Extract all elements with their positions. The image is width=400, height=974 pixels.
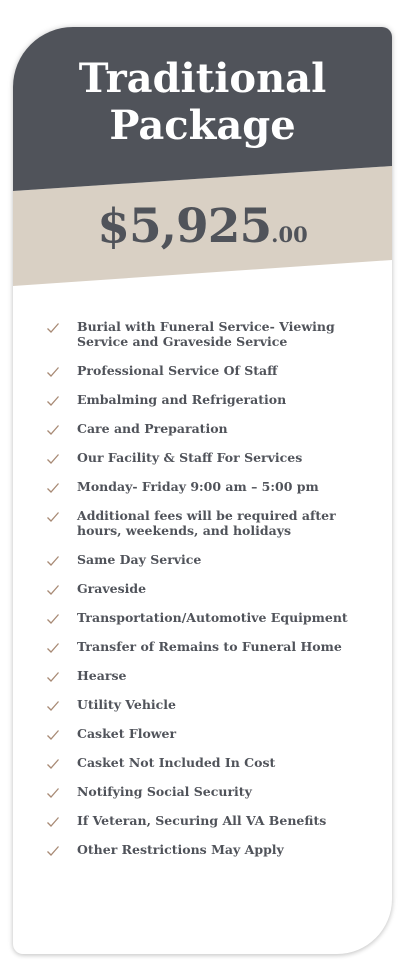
feature-label: Embalming and Refrigeration [77, 392, 287, 407]
feature-label: Notifying Social Security [77, 784, 252, 799]
feature-item [13, 480, 392, 509]
feature-item [13, 553, 392, 582]
feature-label: Other Restrictions May Apply [77, 842, 284, 857]
feature-item [13, 669, 392, 698]
feature-label: Casket Not Included In Cost [77, 755, 276, 770]
feature-label: Graveside [77, 581, 147, 596]
feature-item [13, 422, 392, 451]
feature-list [13, 320, 392, 872]
check-icon [46, 786, 60, 800]
pricing-card [13, 27, 392, 954]
check-icon [46, 641, 60, 655]
check-icon [46, 365, 60, 379]
feature-item [13, 640, 392, 669]
feature-label: Transportation/Automotive Equipment [77, 610, 348, 625]
feature-item [13, 364, 392, 393]
feature-label: Monday- Friday 9:00 am – 5:00 pm [77, 479, 319, 494]
price-amount: $5,925 [97, 199, 272, 254]
check-icon [46, 554, 60, 568]
feature-item [13, 451, 392, 480]
check-icon [46, 510, 60, 524]
check-icon [46, 452, 60, 466]
package-title-line2: Package [109, 102, 296, 149]
feature-item [13, 727, 392, 756]
package-title-line1: Traditional [78, 55, 327, 102]
feature-label: Additional fees will be required after hours, weekends, and holidays [77, 508, 336, 538]
feature-label: If Veteran, Securing All VA Benefits [77, 813, 327, 828]
feature-label: Utility Vehicle [77, 697, 176, 712]
package-title [13, 55, 392, 149]
check-icon [46, 728, 60, 742]
check-icon [46, 670, 60, 684]
check-icon [46, 757, 60, 771]
feature-item [13, 814, 392, 843]
check-icon [46, 583, 60, 597]
check-icon [46, 423, 60, 437]
feature-label: Transfer of Remains to Funeral Home [77, 639, 342, 654]
package-price [13, 199, 392, 254]
feature-item [13, 698, 392, 727]
feature-item [13, 509, 392, 553]
check-icon [46, 699, 60, 713]
feature-item [13, 611, 392, 640]
feature-item [13, 582, 392, 611]
feature-label: Care and Preparation [77, 421, 228, 436]
check-icon [46, 612, 60, 626]
check-icon [46, 394, 60, 408]
feature-item [13, 756, 392, 785]
feature-item [13, 785, 392, 814]
feature-item [13, 320, 392, 364]
check-icon [46, 321, 60, 335]
check-icon [46, 844, 60, 858]
feature-label: Burial with Funeral Service- Viewing Service and Graveside Service [77, 319, 335, 349]
price-cents: .00 [271, 222, 308, 247]
feature-label: Our Facility & Staff For Services [77, 450, 303, 465]
feature-label: Hearse [77, 668, 127, 683]
feature-label: Casket Flower [77, 726, 177, 741]
feature-item [13, 393, 392, 422]
check-icon [46, 481, 60, 495]
check-icon [46, 815, 60, 829]
feature-label: Same Day Service [77, 552, 202, 567]
feature-label: Professional Service Of Staff [77, 363, 278, 378]
feature-item [13, 843, 392, 872]
